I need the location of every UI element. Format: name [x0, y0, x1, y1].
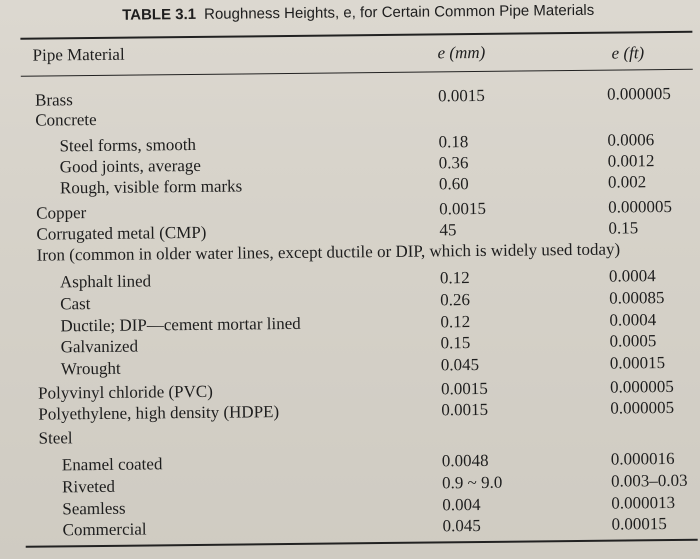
cell-material: Commercial: [62, 519, 147, 540]
table-caption: [122, 2, 594, 24]
cell-material: Riveted: [62, 476, 116, 497]
cell-e-mm: 0.0015: [441, 399, 489, 420]
cell-e-mm: 0.0048: [441, 450, 489, 471]
cell-material: Enamel coated: [61, 454, 163, 475]
cell-material: Asphalt lined: [59, 271, 152, 292]
cell-e-mm: 0.12: [439, 268, 470, 288]
cell-material: Copper: [36, 203, 87, 223]
cell-material: Rough, visible form marks: [59, 176, 243, 198]
cell-material: Good joints, average: [59, 155, 201, 177]
cell-e-mm: 0.60: [438, 174, 469, 194]
header-e-ft: e (ft): [611, 43, 645, 63]
cell-e-ft: 0.000005: [608, 196, 673, 217]
cell-e-ft: 0.0006: [607, 130, 655, 150]
cell-material: Cast: [60, 294, 91, 314]
header-rule: [21, 69, 693, 77]
cell-e-mm: 0.15: [440, 333, 471, 353]
cell-e-ft: 0.000005: [606, 83, 671, 104]
cell-material: Corrugated metal (CMP): [36, 222, 207, 244]
cell-material: Polyethylene, high density (HDPE): [38, 402, 280, 424]
cell-material: Galvanized: [60, 336, 139, 357]
cell-e-ft: 0.15: [608, 218, 639, 238]
cell-e-ft: 0.0012: [607, 151, 655, 171]
cell-e-mm: 0.0015: [440, 378, 488, 399]
header-pipe-material: Pipe Material: [32, 44, 125, 65]
cell-e-mm: 0.26: [440, 290, 471, 310]
table-row: [4, 421, 700, 449]
cell-e-ft: 0.0004: [609, 310, 657, 330]
bottom-rule: [26, 539, 698, 548]
cell-e-mm: 0.004: [442, 494, 481, 515]
cell-e-mm: 0.12: [440, 312, 471, 332]
cell-e-ft: 0.000013: [611, 492, 676, 513]
header-e-mm: e (mm): [437, 42, 486, 63]
cell-material: Wrought: [60, 358, 121, 379]
cell-e-mm: 0.9 ~ 9.0: [441, 472, 503, 493]
cell-e-ft: 0.00015: [611, 514, 667, 534]
table-number: TABLE 3.1: [122, 5, 197, 24]
top-rule: [20, 31, 692, 40]
cell-e-mm: 0.0015: [437, 85, 485, 106]
cell-e-mm: 0.045: [442, 515, 481, 536]
cell-material: Steel forms, smooth: [59, 134, 197, 156]
cell-material: Ductile; DIP—cement mortar lined: [60, 313, 301, 336]
cell-e-ft: 0.000005: [610, 397, 675, 418]
cell-e-ft: 0.00015: [609, 353, 666, 373]
cell-material: Concrete: [35, 109, 97, 130]
cell-e-mm: 0.045: [440, 355, 480, 375]
cell-e-ft: 0.0005: [609, 331, 657, 351]
cell-material: Seamless: [62, 498, 126, 519]
cell-e-ft: 0.000016: [610, 448, 675, 469]
cell-e-ft: 0.00085: [609, 288, 665, 308]
cell-e-mm: 0.18: [438, 132, 469, 152]
cell-e-mm: 0.0015: [439, 198, 487, 219]
cell-e-mm: 45: [439, 220, 457, 240]
cell-e-ft: 0.003–0.03: [610, 470, 688, 491]
cell-e-mm: 0.36: [438, 153, 469, 173]
cell-material: Steel: [38, 428, 73, 448]
cell-material: Brass: [34, 90, 73, 110]
cell-e-ft: 0.002: [607, 172, 647, 192]
cell-e-ft: 0.000005: [609, 376, 674, 397]
cell-e-ft: 0.0004: [608, 266, 656, 286]
cell-material: Iron (common in older water lines, except ductile or DIP, which is widely used today): [36, 239, 621, 265]
cell-material: Polyvinyl chloride (PVC): [38, 381, 213, 403]
table-title: Roughness Heights, e, for Certain Common Pipe Materials: [203, 1, 595, 23]
